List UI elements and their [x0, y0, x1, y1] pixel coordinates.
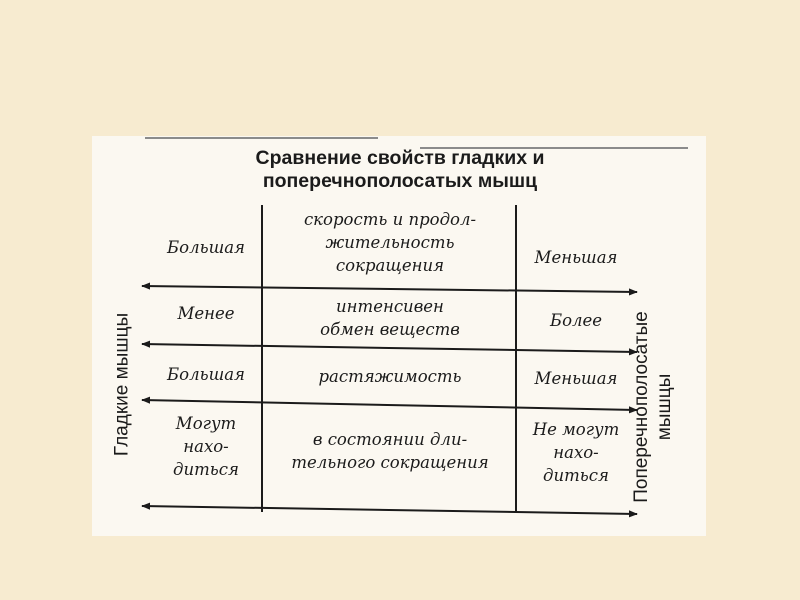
row2-striated-value: Более	[549, 311, 603, 330]
row-arrow-4	[142, 506, 637, 514]
row-arrow-1	[142, 286, 637, 292]
row1-smooth-value: Большая	[167, 238, 245, 257]
row2-smooth-value: Менее	[177, 304, 235, 323]
row4-property: в состоянии дли- тельного сокращения	[291, 430, 489, 472]
striated-muscles-label: Поперечнополосатые мышцы	[631, 311, 675, 503]
row1-property: скорость и продол- жительность сокращения	[303, 210, 477, 275]
row-arrow-2	[142, 344, 637, 352]
row3-striated-value: Меньшая	[534, 369, 618, 388]
row3-property: растяжимость	[318, 367, 462, 386]
row2-property: интенсивен обмен веществ	[320, 297, 460, 339]
row3-smooth-value: Большая	[167, 365, 245, 384]
row4-striated-value: Не могут нахо- диться	[532, 420, 620, 485]
row1-striated-value: Меньшая	[534, 248, 618, 267]
title-line-1: Сравнение свойств гладких и	[255, 147, 545, 169]
row4-smooth-value: Могут нахо- диться	[173, 414, 239, 479]
smooth-muscles-label: Гладкие мышцы	[111, 312, 133, 457]
title-line-2: поперечнополосатых мышц	[262, 170, 538, 192]
row-arrow-3	[142, 400, 637, 410]
